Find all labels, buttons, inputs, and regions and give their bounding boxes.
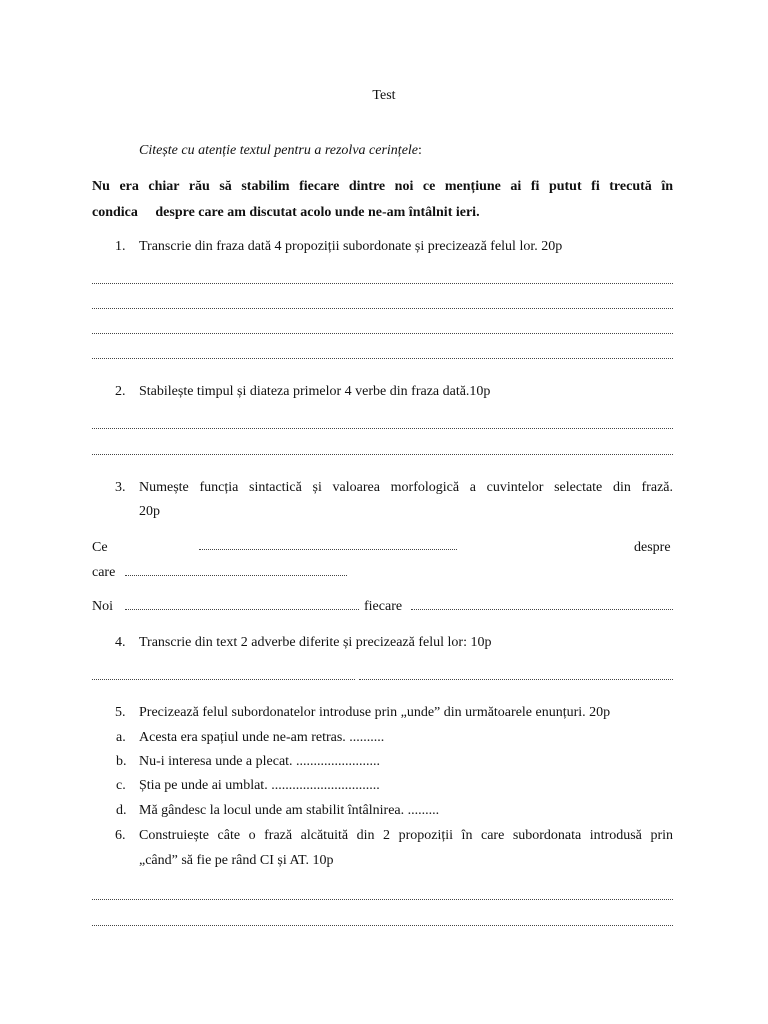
- q2-text: Stabilește timpul și diateza primelor 4 verbe din fraza dată.10p: [139, 384, 491, 399]
- q5-item-letter: c.: [116, 778, 126, 793]
- answer-line-care[interactable]: [125, 575, 347, 578]
- q5-text: Precizează felul subordonatelor introduse prin „unde” din următoarele enunțuri. 20p: [139, 705, 611, 720]
- q5-item-text: Acesta era spațiul unde ne-am retras. ..........: [139, 730, 385, 745]
- passage-line-2: condica despre care am discutat acolo unde ne-am întâlnit ieri.: [92, 205, 480, 220]
- q6-number: 6.: [115, 828, 126, 843]
- answer-line-fiecare[interactable]: [411, 609, 673, 612]
- q6-text-line-1: Construiește câte o frază alcătuită din 2 propoziții în care subordonata introdusă prin: [139, 828, 673, 843]
- answer-line[interactable]: [92, 308, 673, 311]
- word-ce: Ce: [92, 540, 108, 555]
- q5-number: 5.: [115, 705, 126, 720]
- q6-text-line-2: „când” să fie pe rând CI și AT. 10p: [139, 853, 334, 868]
- q5-item-text: Nu-i interesa unde a plecat. ........................: [139, 754, 381, 769]
- answer-line[interactable]: [92, 679, 355, 682]
- instruction-text: [139, 143, 422, 159]
- answer-line[interactable]: [92, 333, 673, 336]
- q3-text-line-2: 20p: [139, 504, 160, 519]
- page-title: Test: [372, 88, 396, 103]
- answer-line[interactable]: [92, 428, 673, 431]
- answer-line[interactable]: [92, 454, 673, 457]
- answer-line-ce[interactable]: [199, 549, 457, 552]
- q1-number: 1.: [115, 239, 126, 254]
- instruction-main: Citește cu atenție textul pentru a rezolva cerințele: [139, 143, 419, 158]
- word-noi: Noi: [92, 599, 113, 614]
- q5-item-letter: d.: [116, 803, 127, 818]
- word-fiecare: fiecare: [364, 599, 403, 614]
- answer-line[interactable]: [92, 925, 673, 928]
- q5-item-letter: a.: [116, 730, 126, 745]
- q5-item-text: Mă gândesc la locul unde am stabilit întâlnirea. .........: [139, 803, 440, 818]
- word-care: care: [92, 565, 116, 580]
- answer-line-noi[interactable]: [125, 609, 359, 612]
- q1-text: Transcrie din fraza dată 4 propoziții subordonate și precizează felul lor. 20p: [139, 239, 563, 254]
- instruction-colon: :: [418, 143, 422, 158]
- q4-text: Transcrie din text 2 adverbe diferite și precizează felul lor: 10p: [139, 635, 492, 650]
- q5-item-text: Știa pe unde ai umblat. ...............................: [139, 778, 380, 793]
- answer-line[interactable]: [359, 679, 673, 682]
- answer-line[interactable]: [92, 899, 673, 902]
- answer-line[interactable]: [92, 283, 673, 286]
- q2-number: 2.: [115, 384, 126, 399]
- q4-number: 4.: [115, 635, 126, 650]
- q3-number: 3.: [115, 480, 126, 495]
- q3-text-line-1: Numește funcția sintactică și valoarea morfologică a cuvintelor selectate din frază.: [139, 480, 673, 495]
- word-despre: despre: [634, 540, 671, 555]
- passage-line-1: Nu era chiar rău să stabilim fiecare dintre noi ce mențiune ai fi putut fi trecută în: [92, 179, 673, 194]
- answer-line[interactable]: [92, 358, 673, 361]
- q5-item-letter: b.: [116, 754, 127, 769]
